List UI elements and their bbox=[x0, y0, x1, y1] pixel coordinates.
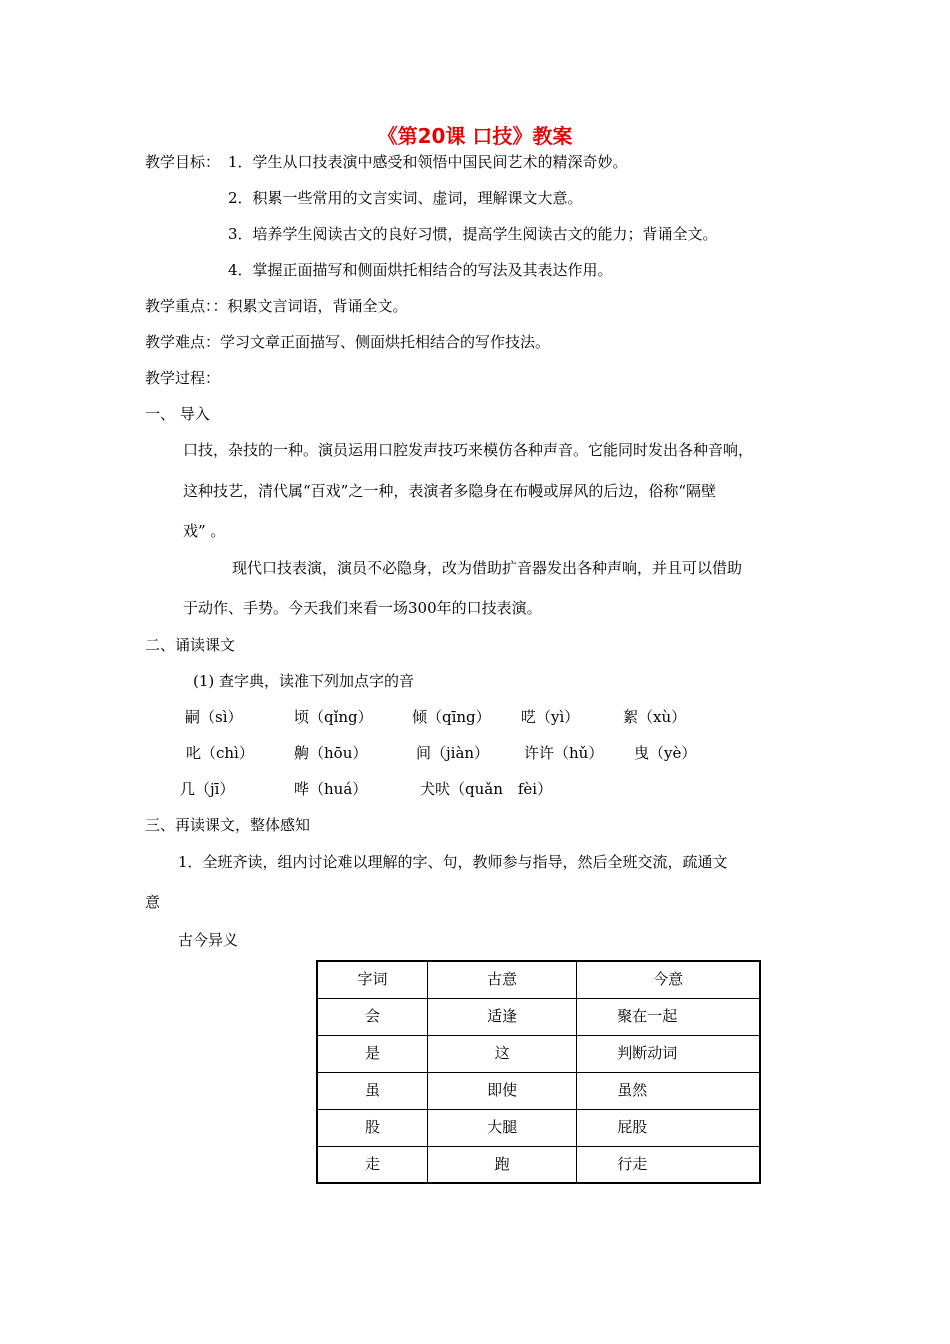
section1-para2-line2: 于动作、手势。今天我们来看一场300年的口技表演。 bbox=[183, 599, 542, 617]
section1-heading: 一、 导入 bbox=[145, 405, 210, 423]
table-cell: 走 bbox=[317, 1146, 427, 1183]
table-cell: 行走 bbox=[577, 1146, 760, 1183]
section3-item1-line2: 意 bbox=[145, 893, 161, 911]
pinyin-item: 间（jiàn） bbox=[416, 744, 490, 762]
objective-item-3: 3．培养学生阅读古文的良好习惯，提高学生阅读古文的能力；背诵全文。 bbox=[228, 225, 718, 243]
section1-para2-line1: 现代口技表演，演员不必隐身，改为借助扩音器发出各种声响，并且可以借助 bbox=[232, 559, 743, 577]
section3-item1-line1: 1．全班齐读，组内讨论难以理解的字、句，教师参与指导，然后全班交流，疏通文 bbox=[178, 853, 728, 871]
table-cell: 适逢 bbox=[427, 998, 576, 1035]
table-row bbox=[317, 1035, 760, 1072]
page-title: 《第20课 口技》教案 bbox=[377, 124, 573, 148]
section1-para1-line2: 这种技艺，清代属“百戏”之一种，表演者多隐身在布幔或屏风的后边，俗称“隔壁 bbox=[183, 482, 717, 500]
difficulty: 教学难点：学习文章正面描写、侧面烘托相结合的写作技法。 bbox=[145, 333, 551, 351]
key-point: 教学重点：：积累文言词语，背诵全文。 bbox=[145, 297, 408, 315]
pinyin-item: 曳（yè） bbox=[634, 744, 697, 762]
section3-heading: 三、再读课文，整体感知 bbox=[145, 816, 311, 834]
table-cell: 这 bbox=[427, 1035, 576, 1072]
table-cell: 聚在一起 bbox=[577, 998, 760, 1035]
table-cell: 大腿 bbox=[427, 1109, 576, 1146]
table-header-row bbox=[317, 961, 760, 998]
table-cell: 跑 bbox=[427, 1146, 576, 1183]
objective-item-2: 2．积累一些常用的文言实词、虚词，理解课文大意。 bbox=[228, 189, 583, 207]
table-cell: 会 bbox=[317, 998, 427, 1035]
objective-item-4: 4．掌握正面描写和侧面烘托相结合的写法及其表达作用。 bbox=[228, 261, 613, 279]
section2-instruction: (1) 查字典，读准下列加点字的音 bbox=[193, 672, 415, 690]
objectives-label: 教学目标： bbox=[145, 153, 221, 171]
pinyin-item: 哗（huá） bbox=[294, 780, 368, 798]
objective-item-1: 1．学生从口技表演中感受和领悟中国民间艺术的精深奇妙。 bbox=[228, 153, 628, 171]
table-header-cell: 字词 bbox=[317, 961, 427, 998]
pinyin-item: 倾（qīng） bbox=[412, 708, 491, 726]
table-cell: 股 bbox=[317, 1109, 427, 1146]
table-header-cell: 今意 bbox=[577, 961, 760, 998]
pinyin-item: 絮（xù） bbox=[623, 708, 687, 726]
pinyin-item: 齁（hōu） bbox=[294, 744, 368, 762]
table-cell: 屁股 bbox=[577, 1109, 760, 1146]
pinyin-item: 许许（hǔ） bbox=[524, 744, 604, 762]
pinyin-item: 叱（chì） bbox=[186, 744, 254, 762]
table-label: 古今异义 bbox=[178, 931, 239, 949]
pinyin-item: 顷（qǐng） bbox=[294, 708, 373, 726]
process-label: 教学过程： bbox=[145, 369, 221, 387]
pinyin-item: 犬吠（quǎn fèi） bbox=[420, 780, 553, 798]
section2-heading: 二、诵读课文 bbox=[145, 636, 236, 654]
table-cell: 判断动词 bbox=[577, 1035, 760, 1072]
pinyin-item: 嗣（sì） bbox=[185, 708, 243, 726]
table-header-cell: 古意 bbox=[427, 961, 576, 998]
table-cell: 即使 bbox=[427, 1072, 576, 1109]
table-row bbox=[317, 1072, 760, 1109]
table-row bbox=[317, 1146, 760, 1183]
table-row bbox=[317, 998, 760, 1035]
section1-para1-line3: 戏” 。 bbox=[183, 522, 226, 540]
pinyin-item: 几（jī） bbox=[180, 780, 235, 798]
table-row bbox=[317, 1109, 760, 1146]
table-cell: 虽 bbox=[317, 1072, 427, 1109]
gujin-table bbox=[316, 960, 761, 1184]
table-cell: 虽然 bbox=[577, 1072, 760, 1109]
section1-para1-line1: 口技，杂技的一种。演员运用口腔发声技巧来模仿各种声音。它能同时发出各种音响， bbox=[183, 441, 754, 459]
pinyin-item: 呓（yì） bbox=[521, 708, 580, 726]
table-cell: 是 bbox=[317, 1035, 427, 1072]
